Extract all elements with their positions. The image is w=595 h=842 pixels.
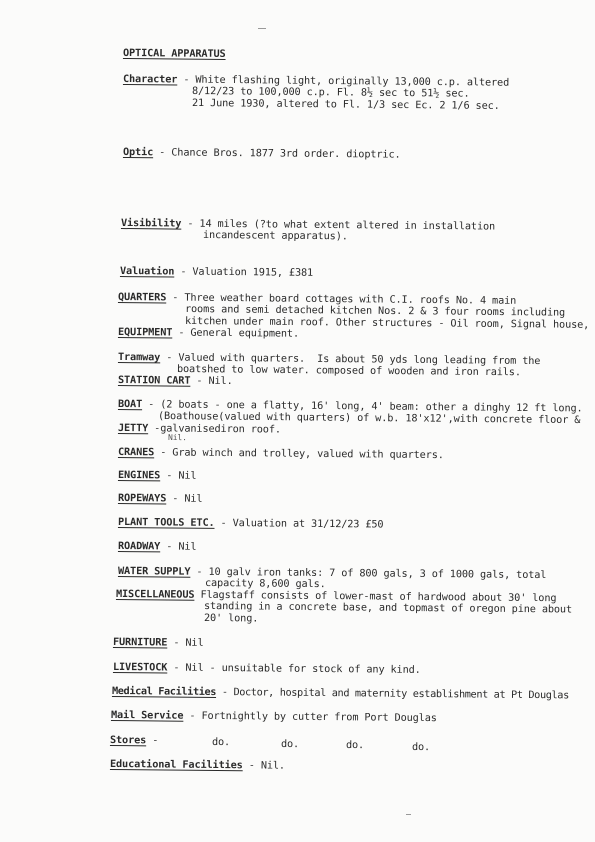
tramway-line-2: boatshed to low water. composed of wooden and iron rails. bbox=[176, 364, 521, 379]
plant-tools-text: Valuation at 31/12/23 £50 bbox=[232, 518, 384, 531]
education-row: Educational Facilities - Nil. bbox=[109, 759, 286, 772]
stores-ditto-3: do. bbox=[345, 740, 365, 752]
plant-tools-label: PLANT TOOLS ETC. bbox=[117, 517, 215, 529]
stores-ditto-2: do. bbox=[280, 739, 300, 751]
quarters-line-3: kitchen under main roof. Other structures - Oil room, Signal house, bbox=[184, 316, 590, 331]
equipment-label: EQUIPMENT bbox=[117, 327, 173, 339]
boat-row: BOAT - (2 boats - one a flatty, 16' long, 4' beam: other a dinghy 12 ft long. bbox=[117, 399, 583, 415]
furniture-label: FURNITURE bbox=[112, 637, 168, 649]
livestock-label: LIVESTOCK bbox=[112, 662, 168, 674]
furniture-row: FURNITURE - Nil bbox=[112, 637, 204, 649]
optic-label: Optic bbox=[122, 147, 154, 159]
miscellaneous-line-3: 20' long. bbox=[203, 613, 259, 625]
water-supply-row: WATER SUPPLY - 10 galv iron tanks: 7 of 800 gals, 3 of 1000 gals, total bbox=[117, 566, 547, 582]
visibility-row: Visibility - 14 miles (?to what extent altered in installation bbox=[120, 218, 496, 233]
engines-text: Nil bbox=[178, 470, 197, 482]
equipment-text: General equipment. bbox=[190, 327, 300, 340]
plant-tools-row: PLANT TOOLS ETC. - Valuation at 31/12/23 £50 bbox=[117, 517, 384, 531]
cranes-text: Grab winch and trolley, valued with quarters. bbox=[172, 447, 444, 462]
optic-row: Optic - Chance Bros. 1877 3rd order. dioptric. bbox=[122, 147, 401, 161]
optic-text: Chance Bros. 1877 3rd order. dioptric. bbox=[171, 147, 401, 161]
livestock-text: Nil - unsuitable for stock of any kind. bbox=[185, 662, 421, 676]
character-label: Character bbox=[122, 74, 178, 86]
water-supply-line-2: capacity 8,600 gals. bbox=[204, 578, 326, 591]
medical-row: Medical Facilities - Doctor, hospital and maternity establishment at Pt Douglas bbox=[111, 686, 569, 702]
roadway-text: Nil bbox=[178, 541, 197, 553]
education-label: Educational Facilities bbox=[109, 759, 243, 772]
jetty-handwritten-nil: Nil. bbox=[167, 433, 187, 443]
miscellaneous-line-2: standing in a concrete base, and topmast of oregon pine about bbox=[203, 601, 573, 616]
jetty-row: JETTY -galvanisediron roof. bbox=[117, 423, 281, 436]
medical-text: Doctor, hospital and maternity establishment at Pt Douglas bbox=[233, 687, 569, 702]
valuation-row: Valuation - Valuation 1915, £381 bbox=[119, 266, 314, 279]
character-row: Character - White flashing light, originally 13,000 c.p. altered bbox=[122, 74, 510, 89]
quarters-row: QUARTERS - Three weather board cottages with C.I. roofs No. 4 main bbox=[117, 292, 517, 307]
mail-text: Fortnightly by cutter from Port Douglas bbox=[201, 710, 437, 725]
water-supply-line-1: 10 galv iron tanks: 7 of 800 gals, 3 of 1000 gals, total bbox=[208, 566, 547, 582]
medical-label: Medical Facilities bbox=[111, 686, 217, 698]
equipment-row: EQUIPMENT - General equipment. bbox=[117, 327, 300, 340]
optical-apparatus-heading: OPTICAL APPARATUS bbox=[122, 48, 226, 60]
boat-line-2: (Boathouse(valued with quarters) of w.b. 18'x12',with concrete floor & bbox=[157, 411, 581, 427]
ropeways-label: ROPEWAYS bbox=[117, 493, 167, 505]
stores-label: Stores bbox=[109, 735, 147, 747]
roadway-row: ROADWAY - Nil bbox=[117, 541, 197, 553]
tramway-row: Tramway - Valued with quarters. Is about 50 yds long leading from the bbox=[117, 352, 541, 368]
roadway-label: ROADWAY bbox=[117, 541, 161, 553]
scan-speck bbox=[406, 814, 411, 815]
boat-line-3: galvanisediron roof. bbox=[160, 423, 281, 436]
character-line-2: 8/12/23 to 100,000 c.p. Fl. 8½ sec to 51½ sec. bbox=[191, 86, 470, 100]
mail-label: Mail Service bbox=[110, 710, 184, 722]
tramway-line-1: Valued with quarters. Is about 50 yds long leading from the bbox=[178, 352, 541, 368]
stores-ditto-1: do. bbox=[211, 737, 231, 749]
visibility-line-1: 14 miles (?to what extent altered in installation bbox=[199, 218, 496, 233]
miscellaneous-line-1: Flagstaff consists of lower-mast of hardwood about 30' long bbox=[200, 589, 557, 605]
scan-speck bbox=[258, 28, 266, 29]
jetty-label: JETTY bbox=[117, 423, 149, 435]
stores-ditto-4: do. bbox=[411, 742, 431, 754]
station-cart-label: STATION CART bbox=[117, 375, 191, 387]
furniture-text: Nil bbox=[185, 637, 204, 649]
quarters-line-2: rooms and semi detached kitchen Nos. 2 & 3 four rooms including bbox=[184, 304, 566, 319]
valuation-text: Valuation 1915, £381 bbox=[192, 266, 314, 279]
character-line-1: White flashing light, originally 13,000 c.p. altered bbox=[195, 74, 510, 89]
cranes-row: CRANES - Grab winch and trolley, valued with quarters. bbox=[117, 447, 444, 462]
engines-label: ENGINES bbox=[117, 470, 161, 482]
ropeways-row: ROPEWAYS - Nil bbox=[117, 493, 203, 505]
stores-row: Stores - bbox=[109, 735, 165, 747]
visibility-line-2: incandescent apparatus). bbox=[202, 230, 348, 243]
station-cart-row: STATION CART - Nil. bbox=[117, 375, 233, 388]
mail-row: Mail Service - Fortnightly by cutter from Port Douglas bbox=[110, 710, 437, 725]
quarters-label: QUARTERS bbox=[117, 292, 167, 304]
station-cart-text: Nil. bbox=[208, 375, 233, 388]
miscellaneous-label: MISCELLANEOUS bbox=[115, 589, 195, 601]
quarters-line-1: Three weather board cottages with C.I. roofs No. 4 main bbox=[184, 292, 517, 307]
tramway-label: Tramway bbox=[117, 352, 161, 364]
livestock-row: LIVESTOCK - Nil - unsuitable for stock of any kind. bbox=[112, 662, 421, 676]
valuation-label: Valuation bbox=[119, 266, 175, 278]
boat-line-1: (2 boats - one a flatty, 16' long, 4' beam: other a dinghy 12 ft long. bbox=[160, 399, 583, 415]
character-line-3: 21 June 1930, altered to Fl. 1/3 sec Ec. 2 1/6 sec. bbox=[191, 98, 500, 112]
cranes-label: CRANES bbox=[117, 447, 155, 459]
engines-row: ENGINES - Nil bbox=[117, 470, 197, 482]
ropeways-text: Nil bbox=[184, 493, 203, 505]
education-text: Nil. bbox=[260, 760, 286, 772]
boat-label: BOAT bbox=[117, 399, 143, 411]
visibility-label: Visibility bbox=[120, 218, 182, 230]
water-supply-label: WATER SUPPLY bbox=[117, 566, 191, 578]
